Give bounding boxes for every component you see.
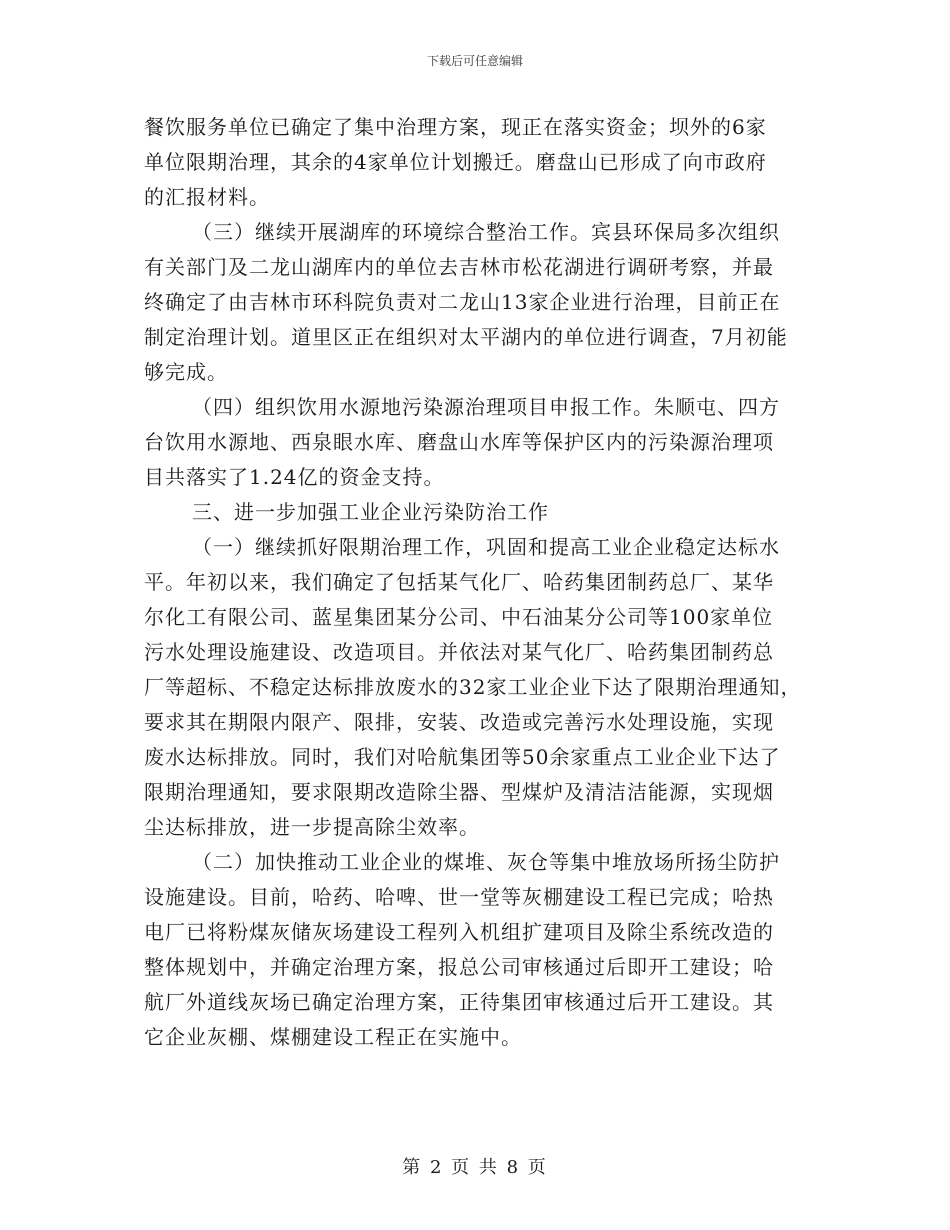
text-line: 整体规划中，并确定治理方案，报总公司审核通过后即开工建设；哈 (144, 955, 774, 979)
page-footer: 第 2 页 共 8 页 (402, 1157, 548, 1178)
text-line: 餐饮服务单位已确定了集中治理方案，现正在落实资金；坝外的6家 (144, 115, 767, 139)
text-line: 目共落实了1.24亿的资金支持。 (144, 465, 445, 489)
text-line: 限期治理通知，要求限期改造除尘器、型煤炉及清洁洁能源，实现烟 (144, 780, 774, 804)
text-line: 平。年初以来，我们确定了包括某气化厂、哈药集团制药总厂、某华 (144, 570, 774, 594)
paragraph-first-line: （四）组织饮用水源地污染源治理项目申报工作。朱顺屯、四方 (192, 395, 780, 419)
text-line: 单位限期治理，其余的4家单位计划搬迁。磨盘山已形成了向市政府 (144, 150, 767, 174)
text-line: 污水处理设施建设、改造项目。并依法对某气化厂、哈药集团制药总 (144, 640, 774, 664)
document-body (144, 110, 814, 1055)
text-line: 制定治理计划。道里区正在组织对太平湖内的单位进行调查，7月初能 (144, 325, 788, 349)
text-line: 它企业灰棚、煤棚建设工程正在实施中。 (144, 1025, 522, 1049)
text-line: 厂等超标、不稳定达标排放废水的32家工业企业下达了限期治理通知， (144, 675, 802, 699)
text-line: 尘达标排放，进一步提高除尘效率。 (144, 815, 480, 839)
text-line: 终确定了由吉林市环科院负责对二龙山13家企业进行治理，目前正在 (144, 290, 781, 314)
text-line: 要求其在期限内限产、限排，安装、改造或完善污水处理设施，实现 (144, 710, 774, 734)
paragraph-first-line: （一）继续抓好限期治理工作，巩固和提高工业企业稳定达标水 (192, 535, 780, 559)
text-line: 废水达标排放。同时，我们对哈航集团等50余家重点工业企业下达了 (144, 745, 781, 769)
text-line: 设施建设。目前，哈药、哈啤、世一堂等灰棚建设工程已完成；哈热 (144, 885, 774, 909)
text-line: 电厂已将粉煤灰储灰场建设工程列入机组扩建项目及除尘系统改造的 (144, 920, 774, 944)
page-header: 下载后可任意编辑 (426, 54, 523, 68)
text-line: 的汇报材料。 (144, 185, 270, 209)
text-line: 台饮用水源地、西泉眼水库、磨盘山水库等保护区内的污染源治理项 (144, 430, 774, 454)
text-line: 有关部门及二龙山湖库内的单位去吉林市松花湖进行调研考察，并最 (144, 255, 774, 279)
text-line: 航厂外道线灰场已确定治理方案，正待集团审核通过后开工建设。其 (144, 990, 774, 1014)
text-line: 够完成。 (144, 360, 228, 384)
paragraph-first-line: （二）加快推动工业企业的煤堆、灰仓等集中堆放场所扬尘防护 (192, 850, 780, 874)
paragraph-first-line: 三、进一步加强工业企业污染防治工作 (192, 500, 549, 524)
paragraph-first-line: （三）继续开展湖库的环境综合整治工作。宾县环保局多次组织 (192, 220, 780, 244)
text-line: 尔化工有限公司、蓝星集团某分公司、中石油某分公司等100家单位 (144, 605, 774, 629)
